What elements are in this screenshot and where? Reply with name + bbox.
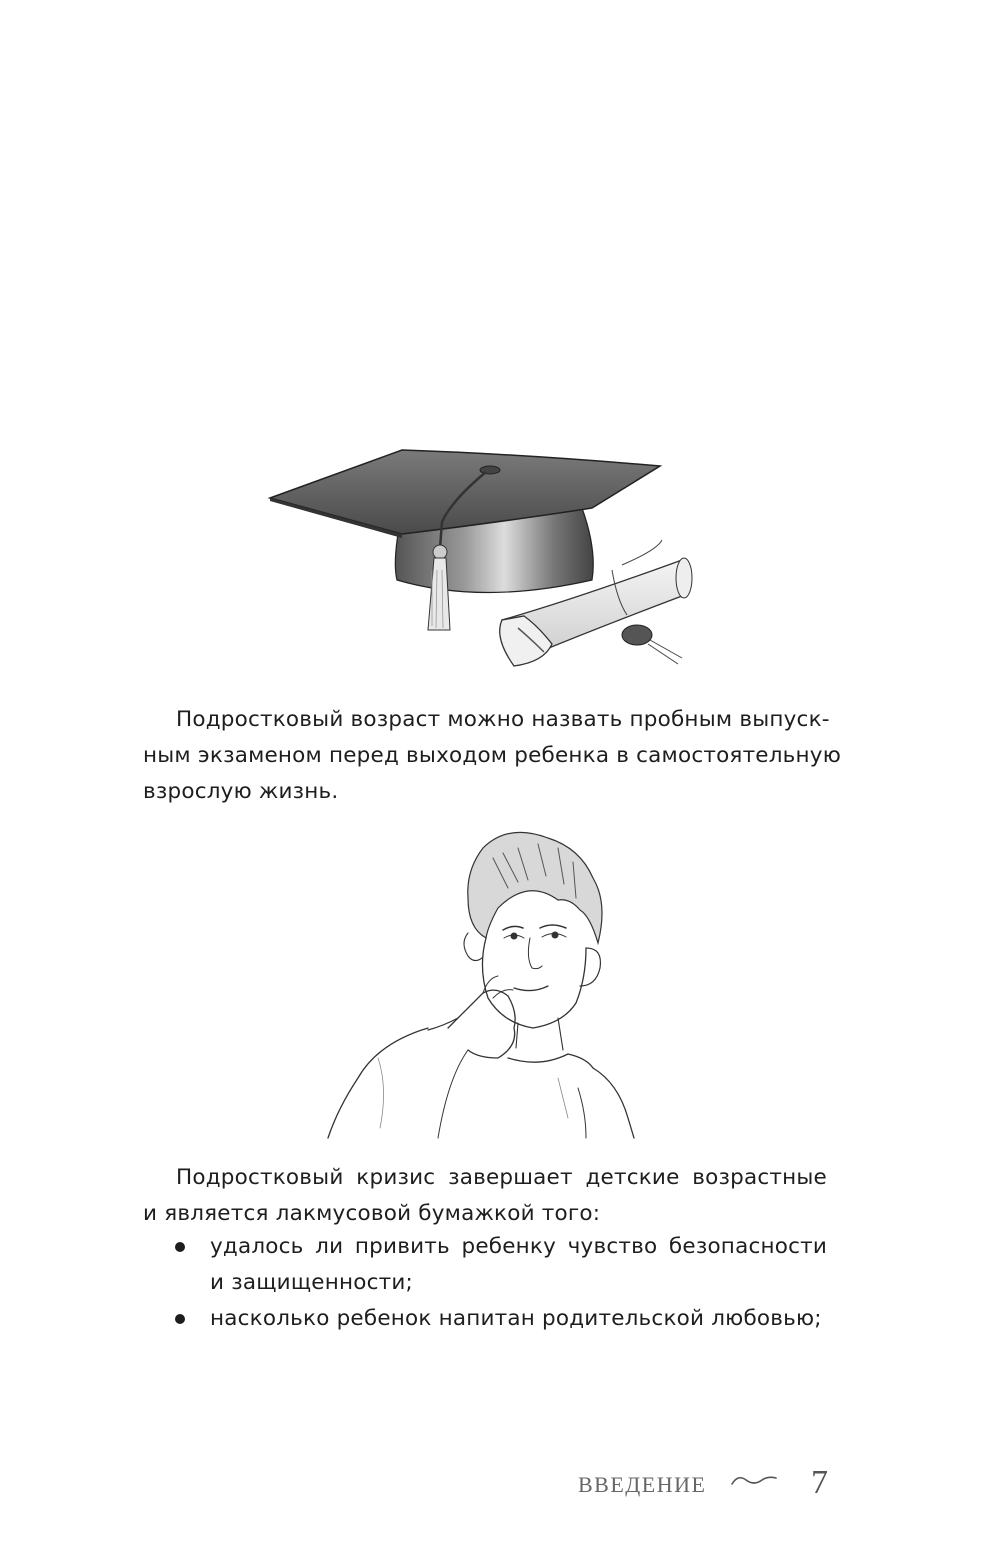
paragraph-teen-crisis [143, 1160, 827, 1232]
tilde-ornament-icon [730, 1468, 778, 1496]
page-footer [560, 1462, 828, 1502]
list-item [143, 1229, 827, 1301]
paragraph-line: взрослую жизнь. [143, 779, 339, 804]
list-item-line: удалось ли привить ребенку чувство безопасности [210, 1234, 827, 1259]
thinking-boy-illustration [318, 818, 638, 1148]
paragraph-line: Подростковый возраст можно назвать пробным выпуск- [176, 707, 830, 732]
section-title: ВВЕДЕНИЕ [578, 1472, 707, 1497]
paragraph-line: и является лакмусовой бумажкой того: [143, 1201, 601, 1226]
list-item [143, 1301, 827, 1337]
bullet-icon [175, 1314, 185, 1324]
paragraph-line: Подростковый кризис завершает детские возрастные [176, 1165, 827, 1190]
list-item-line: насколько ребенок напитан родительской любовью; [210, 1306, 822, 1331]
bullet-icon [175, 1242, 185, 1252]
bullet-list [143, 1229, 827, 1337]
paragraph-line: ным экзаменом перед выходом ребенка в самостоятельную [143, 743, 842, 768]
paragraph-teen-age-exam [143, 702, 842, 810]
graduation-cap-illustration [262, 430, 702, 670]
page-number: 7 [811, 1464, 828, 1501]
list-item-line: и защищенности; [210, 1270, 413, 1295]
